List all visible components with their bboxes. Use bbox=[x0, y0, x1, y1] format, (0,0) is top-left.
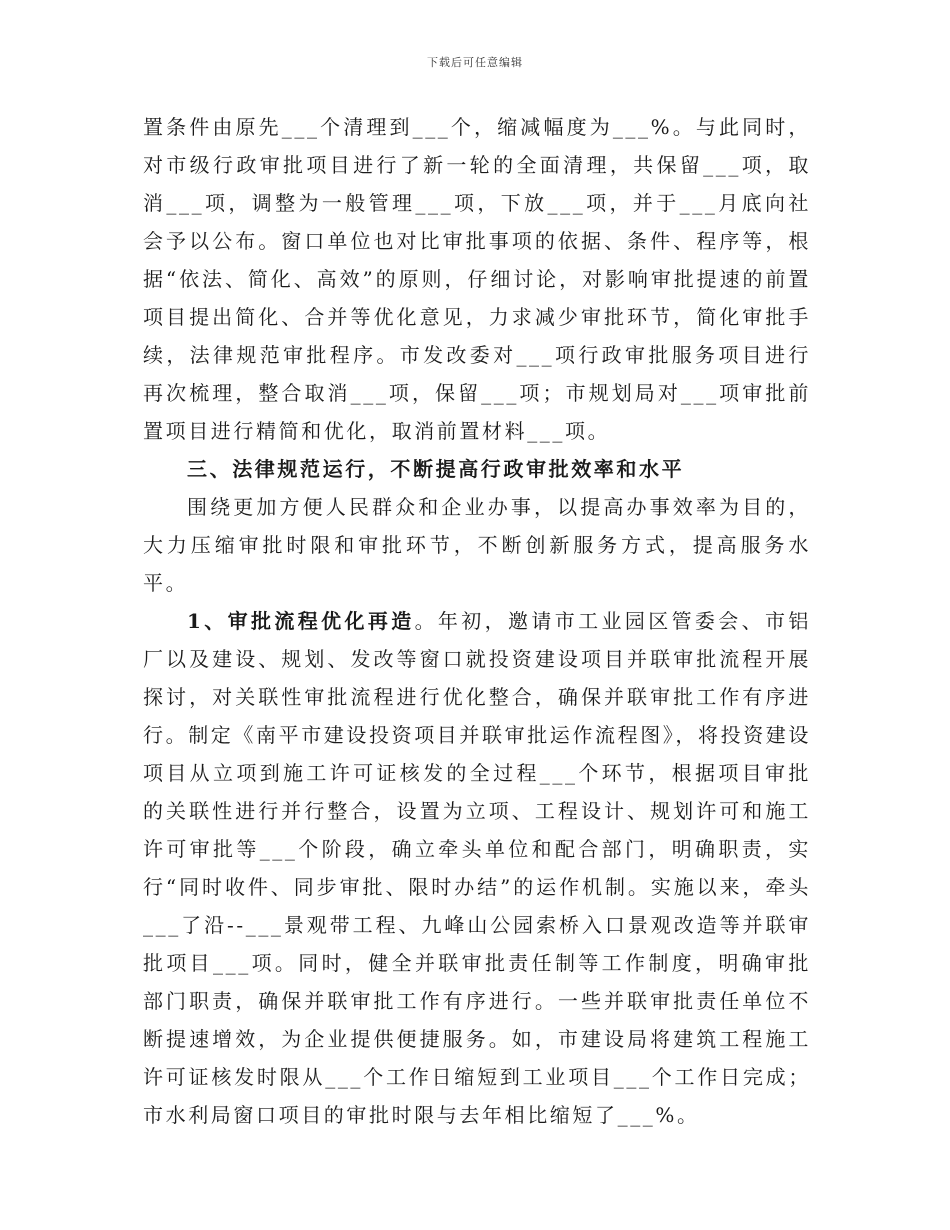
item-1-text: 。年初，邀请市工业园区管委会、市铝厂以及建设、规划、发改等窗口就投资建设项目并联审批流程开展探讨，对关联性审批流程进行优化整合，确保并联审批工作有序进行。制定《南平市建设投资项目并联审批运作流程图》，将投资建设项目从立项到施工许可证核发的全过程___个环节，根据项目审批的关联性进行并行整合，设置为立项、工程设计、规划许可和施工许可审批等___个阶段，确立牵头单位和配合部门，明确职责，实行“同时收件、同步审批、限时办结”的运作机制。实施以来，牵头___了沿--___景观带工程、九峰山公园索桥入口景观改造等并联审批项目___项。同时，健全并联审批责任制等工作制度，明确审批部门职责，确保并联审批工作有序进行。一些并联审批责任单位不断提速增效，为企业提供便捷服务。如，市建设局将建筑工程施工许可证核发时限从___个工作日缩短到工业项目___个工作日完成；市水利局窗口项目的审批时限与去年相比缩短了___%。 bbox=[143, 609, 811, 1127]
paragraph-intro: 围绕更加方便人民群众和企业办事，以提高办事效率为目的，大力压缩审批时限和审批环节，不断创新服务方式，提高服务水平。 bbox=[143, 495, 811, 595]
page-header: 下载后可任意编辑 bbox=[427, 56, 523, 69]
item-1-lead: 1、审批流程优化再造 bbox=[187, 609, 415, 633]
paragraph-continued: 置条件由原先___个清理到___个，缩减幅度为___%。与此同时，对市级行政审批项目进行了新一轮的全面清理，共保留___项，取消___项，调整为一般管理___项，下放___项，并于___月底向社会予以公布。窗口单位也对比审批事项的依据、条件、程序等，根据“依法、简化、高效”的原则，仔细讨论，对影响审批提速的前置项目提出简化、合并等优化意见，力求减少审批环节，简化审批手续，法律规范审批程序。市发改委对___项行政审批服务项目进行再次梳理，整合取消___项，保留___项；市规划局对___项审批前置项目进行精简和优化，取消前置材料___项。 bbox=[143, 115, 811, 443]
document-body bbox=[143, 108, 811, 1134]
paragraph-item-1 bbox=[143, 602, 811, 1134]
section-heading-3: 三、法律规范运行，不断提高行政审批效率和水平 bbox=[187, 457, 685, 481]
